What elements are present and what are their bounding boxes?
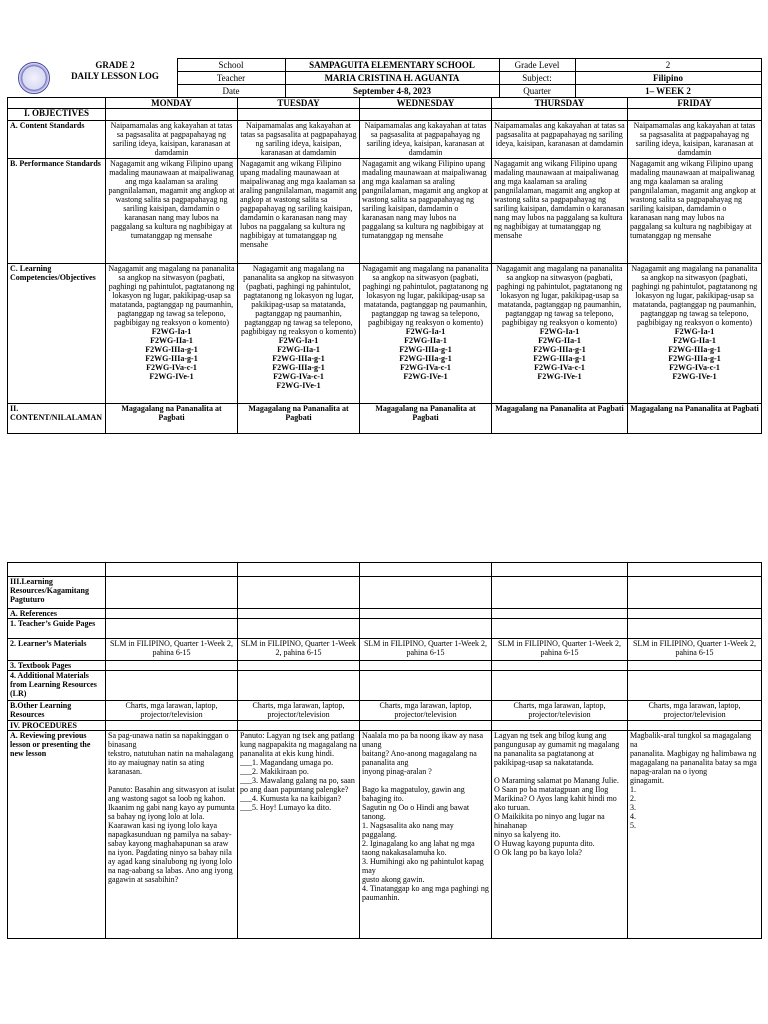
performance-standards-tuesday: Nagagamit ang wikang Filipino upang madaling maunawaan at maipaliwanag ang mga kaalaman sa araling pangnilalaman, magamit ang angkop at wastong salita sa pagpapahayag ng sariling kaisipan, damdamin o karanasan nang may lubos na paggalang sa kultura ng nagbibigay at tumatanggap ng mensahe bbox=[238, 159, 360, 264]
procedures-label: IV. PROCEDURES bbox=[8, 721, 106, 731]
competency-codes: F2WG-Ia-1 F2WG-IIa-1 F2WG-IIIa-g-1 F2WG-IIIa-g-1 F2WG-IVa-c-1 F2WG-IVe-1 bbox=[668, 327, 721, 381]
grade-label: Grade Level bbox=[499, 59, 575, 72]
textbook-label: 3. Textbook Pages bbox=[8, 661, 106, 671]
competency-text: Nagagamit ang magalang na pananalita sa angkop na sitwasyon (pagbati, paghingi ng pahintulot, pagtatanong ng lokasyon ng lugar, pakikipag-usap sa matatanda, pagtanggap ng paumanhin, pagtanggap ng tawag sa telepono, pagbibigay ng reaksyon o komento) bbox=[108, 264, 235, 327]
day-thursday: THURSDAY bbox=[492, 98, 628, 109]
competencies-wednesday bbox=[360, 264, 492, 404]
competencies-tuesday bbox=[238, 264, 360, 404]
header-table bbox=[7, 58, 762, 98]
lm-wednesday: SLM in FILIPINO, Quarter 1-Week 2, pahina 6-15 bbox=[360, 639, 492, 661]
performance-standards-monday: Nagagamit ang wikang Filipino upang madaling maunawaan at maipaliwanag ang mga kaalaman sa araling pangnilalaman, magamit ang angkop at wastong salita sa pagpapahayag ng sariling kaisipan, damdamin o karanasan nang may lubos na paggalang sa kultura ng nagbibigay at tumatanggap ng mensahe bbox=[106, 159, 238, 264]
other-resources-label: B.Other Learning Resources bbox=[8, 701, 106, 721]
competency-text: Nagagamit ang magalang na pananalita sa angkop na sitwasyon (pagbati, paghingi ng pahintulot, pagtatanong ng lokasyon ng lugar, pakikipag-usap sa matatanda, pagtanggap ng paumanhin, pagtanggap ng tawag sa telepono, pagbibigay ng reaksyon o komento) bbox=[240, 264, 357, 336]
dll-title: DAILY LESSON LOG bbox=[71, 71, 159, 81]
objectives-table bbox=[7, 97, 762, 434]
other-friday: Charts, mga larawan, laptop, projector/television bbox=[628, 701, 762, 721]
review-thursday: Lagyan ng tsek ang bilog kung ang pangungusap ay gumamit ng magalang na pananalita sa pagtatanong at pakikipag-usap sa nakatatanda. O Maraming salamat po Manang Julie. O Saan po ba matatagpuan ang Ilog Marikina? O Ayos lang kahit hindi mo ako turuan. O Maikikita po ninyo ang lugar na hinahanap ninyo sa kalyeng ito. O Huwag kayong pupunta dito. O Ok lang po ba kayo lola? bbox=[492, 731, 628, 939]
performance-standards-wednesday: Nagagamit ang wikang Filipino upang madaling maunawaan at maipaliwanag ang mga kaalaman sa araling pangnilalaman, magamit ang angkop at wastong salita sa pagpapahayag ng sariling kaisipan, damdamin o karanasan nang may lubos na paggalang sa kultura ng nagbibigay at tumatanggap ng mensahe bbox=[360, 159, 492, 264]
review-friday: Magbalik-aral tungkol sa magagalang na pananalita. Magbigay ng halimbawa ng magagalang na pananalita batay sa mga napag-aralan na o iyong ginagamit. 1. 2. 3. 4. 5. bbox=[628, 731, 762, 939]
lm-thursday: SLM in FILIPINO, Quarter 1-Week 2, pahina 6-15 bbox=[492, 639, 628, 661]
teachers-guide-label: 1. Teacher’s Guide Pages bbox=[8, 619, 106, 639]
competencies-label: C. Learning Competencies/Objectives bbox=[8, 264, 106, 404]
competencies-friday bbox=[628, 264, 762, 404]
review-lesson-label: A. Reviewing previous lesson or presenting the new lesson bbox=[8, 731, 106, 939]
content-standards-wednesday: Naipamamalas ang kakayahan at tatas sa pagsasalita at pagpapahayag ng sariling ideya, kaisipan, karanasan at damdamin bbox=[360, 121, 492, 159]
lm-tuesday: SLM in FILIPINO, Quarter 1-Week 2, pahina 6-15 bbox=[238, 639, 360, 661]
content-tuesday: Magagalang na Pananalita at Pagbati bbox=[238, 404, 360, 434]
date-value: September 4-8, 2023 bbox=[285, 85, 499, 98]
content-standards-friday: Naipamamalas ang kakayahan at tatas sa pagsasalita at pagpapahayag ng sariling ideya, kaisipan, karanasan at damdamin bbox=[628, 121, 762, 159]
content-standards-label: A. Content Standards bbox=[8, 121, 106, 159]
other-tuesday: Charts, mga larawan, laptop, projector/television bbox=[238, 701, 360, 721]
other-monday: Charts, mga larawan, laptop, projector/television bbox=[106, 701, 238, 721]
content-friday: Magagalang na Pananalita at Pagbati bbox=[628, 404, 762, 434]
teacher-label: Teacher bbox=[177, 72, 285, 85]
lm-monday: SLM in FILIPINO, Quarter 1-Week 2, pahina 6-15 bbox=[106, 639, 238, 661]
performance-standards-friday: Nagagamit ang wikang Filipino upang madaling maunawaan at maipaliwanag ang mga kaalaman sa araling pangnilalaman, magamit ang angkop at wastong salita sa pagpapahayag ng sariling kaisipan, damdamin o karanasan nang may lubos na paggalang sa kultura ng nagbibigay at tumatanggap ng mensahe bbox=[628, 159, 762, 264]
performance-standards-thursday: Nagagamit ang wikang Filipino upang madaling maunawaan at maipaliwanag ang mga kaalaman sa araling pangnilalaman, magamit ang angkop at wastong salita sa pagpapahayag ng sariling kaisipan, damdamin o karanasan nang may lubos na paggalang sa kultura ng nagbibigay at tumatanggap ng mensahe bbox=[492, 159, 628, 264]
competency-text: Nagagamit ang magalang na pananalita sa angkop na sitwasyon (pagbati, paghingi ng pahintulot, pagtatanong ng lokasyon ng lugar, pakikipag-usap sa matatanda, pagtanggap ng paumanhin, pagtanggap ng tawag sa telepono, pagbibigay ng reaksyon o komento) bbox=[631, 264, 758, 327]
subject-value: Filipino bbox=[575, 72, 761, 85]
subject-label: Subject: bbox=[499, 72, 575, 85]
teacher-value: MARIA CRISTINA H. AGUANTA bbox=[285, 72, 499, 85]
content-standards-monday: Naipamamalas ang kakayahan at tatas sa pagsasalita at pagpapahayag ng sariling ideya, kaisipan, karanasan at damdamin bbox=[106, 121, 238, 159]
additional-materials-label: 4. Additional Materials from Learning Resources (LR) bbox=[8, 671, 106, 701]
objectives-label: I. OBJECTIVES bbox=[8, 109, 106, 121]
competencies-monday bbox=[106, 264, 238, 404]
lm-friday: SLM in FILIPINO, Quarter 1-Week 2, pahina 6-15 bbox=[628, 639, 762, 661]
content-wednesday: Magagalang na Pananalita at Pagbati bbox=[360, 404, 492, 434]
references-label: A. References bbox=[8, 609, 106, 619]
grade-value: 2 bbox=[575, 59, 761, 72]
competency-text: Nagagamit ang magalang na pananalita sa angkop na sitwasyon (pagbati, paghingi ng pahintulot, pagtatanong ng lokasyon ng lugar, pakikipag-usap sa matatanda, pagtanggap ng paumanhin, pagtanggap ng tawag sa telepono, pagbibigay ng reaksyon o komento) bbox=[362, 264, 489, 327]
date-label: Date bbox=[177, 85, 285, 98]
day-monday: MONDAY bbox=[106, 98, 238, 109]
procedures-table bbox=[7, 562, 762, 939]
other-wednesday: Charts, mga larawan, laptop, projector/television bbox=[360, 701, 492, 721]
quarter-value: 1– WEEK 2 bbox=[575, 85, 761, 98]
review-wednesday: Naalala mo pa ba noong ikaw ay nasa unang baitang? Ano-anong magagalang na pananalita ang inyong pinag-aralan ? Bago ka magpatuloy, gawin ang bahaging ito. Sagutin ng Oo o Hindi ang bawat tanong. 1. Nagsasalita ako nang may paggalang. 2. Iginagalang ko ang lahat ng mga taong nakakasalamuha ko. 3. Humihingi ako ng pahintulot kapag may gusto akong gawin. 4. Tinatanggap ko ang mga paghingi ng paumanhin. bbox=[360, 731, 492, 939]
school-label: School bbox=[177, 59, 285, 72]
content-standards-thursday: Naipamamalas ang kakayahan at tatas sa pagsasalita at pagpapahayag ng sariling ideya, kaisipan, karanasan at damdamin bbox=[492, 121, 628, 159]
competency-codes: F2WG-Ia-1 F2WG-IIa-1 F2WG-IIIa-g-1 F2WG-IIIa-g-1 F2WG-IVa-c-1 F2WG-IVe-1 bbox=[533, 327, 586, 381]
content-label: II. CONTENT/NILALAMAN bbox=[8, 404, 106, 434]
grade-title: GRADE 2 bbox=[95, 60, 135, 70]
performance-standards-label: B. Performance Standards bbox=[8, 159, 106, 264]
school-value: SAMPAGUITA ELEMENTARY SCHOOL bbox=[285, 59, 499, 72]
competency-text: Nagagamit ang magalang na pananalita sa angkop na sitwasyon (pagbati, paghingi ng pahintulot, pagtatanong ng lokasyon ng lugar, pakikipag-usap sa matatanda, pagtanggap ng paumanhin, pagtanggap ng tawag sa telepono, pagbibigay ng reaksyon o komento) bbox=[496, 264, 623, 327]
learners-materials-label: 2. Learner’s Materials bbox=[8, 639, 106, 661]
competency-codes: F2WG-Ia-1 F2WG-IIa-1 F2WG-IIIa-g-1 F2WG-IIIa-g-1 F2WG-IVa-c-1 F2WG-IVe-1 bbox=[272, 336, 325, 390]
resources-label: III.Learning Resources/Kagamitang Pagtuturo bbox=[8, 577, 106, 609]
content-thursday: Magagalang na Pananalita at Pagbati bbox=[492, 404, 628, 434]
day-wednesday: WEDNESDAY bbox=[360, 98, 492, 109]
quarter-label: Quarter bbox=[499, 85, 575, 98]
review-monday: Sa pag-unawa natin sa napakinggan o binasang tekstro, natutuhan natin na mahalagang ito ay maiugnay natin sa ating karanasan. Panuto: Basahin ang sitwasyon at isulat ang wastong sagot sa loob ng kahon. Ikaanim ng gabi nang kayo ay pumunta sa bahay ng iyong lolo at lola. Kaarawan kasi ng iyong lolo kaya napagkasunduan ng pamilya na sabay-sabay kayong maghahapunan sa araw na iyon. Pagdating ninyo sa bahay nila ay agad kang sinalubong ng iyong lolo na nag-aabang sa labas. Ano ang iyong gagawin at sasabihin? bbox=[106, 731, 238, 939]
competency-codes: F2WG-Ia-1 F2WG-IIa-1 F2WG-IIIa-g-1 F2WG-IIIa-g-1 F2WG-IVa-c-1 F2WG-IVe-1 bbox=[399, 327, 452, 381]
competencies-thursday bbox=[492, 264, 628, 404]
content-monday: Magagalang na Pananalita at Pagbati bbox=[106, 404, 238, 434]
content-standards-tuesday: Naipamamalas ang kakayahan at tatas sa pagsasalita at pagpapahayag ng sariling ideya, kaisipan, karanasan at damdamin bbox=[238, 121, 360, 159]
review-tuesday: Panuto: Lagyan ng tsek ang patlang kung nagpapakita ng magagalang na pananalita at ekis kung hindi. ___1. Magandang umaga po. ___2. Makikiraan po. ___3. Mawalang galang na po, saan po ang daan papuntang palengke? ___4. Kumusta ka na kaibigan? ___5. Hoy! Lumayo ka dito. bbox=[238, 731, 360, 939]
competency-codes: F2WG-Ia-1 F2WG-IIa-1 F2WG-IIIa-g-1 F2WG-IIIa-g-1 F2WG-IVa-c-1 F2WG-IVe-1 bbox=[145, 327, 198, 381]
day-friday: FRIDAY bbox=[628, 98, 762, 109]
other-thursday: Charts, mga larawan, laptop, projector/television bbox=[492, 701, 628, 721]
day-tuesday: TUESDAY bbox=[238, 98, 360, 109]
